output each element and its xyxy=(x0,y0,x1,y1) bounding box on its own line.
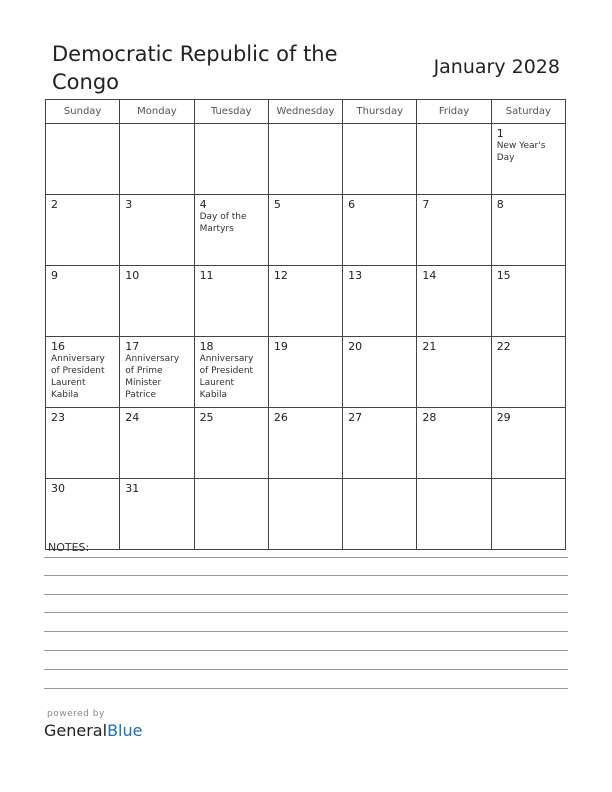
day-cell xyxy=(194,479,268,550)
holiday-event: Anniversary of President Laurent Kabila xyxy=(199,354,254,400)
day-cell xyxy=(343,124,417,195)
day-cell xyxy=(46,266,120,337)
day-cell xyxy=(46,195,120,266)
day-number: 4 xyxy=(199,198,207,211)
weekday-header-row xyxy=(46,100,566,124)
weekday-header: Sunday xyxy=(46,100,120,124)
day-cell xyxy=(120,479,194,550)
day-cell xyxy=(194,266,268,337)
note-line xyxy=(44,612,568,613)
calendar-grid xyxy=(45,99,566,550)
day-number: 10 xyxy=(125,269,140,282)
day-number: 6 xyxy=(348,198,356,211)
week-row xyxy=(46,124,566,195)
note-line xyxy=(44,594,568,595)
day-number: 22 xyxy=(496,340,511,353)
day-number: 25 xyxy=(199,411,214,424)
weekday-header: Monday xyxy=(120,100,194,124)
day-cell xyxy=(343,337,417,408)
note-line xyxy=(44,557,568,558)
day-number: 26 xyxy=(273,411,288,424)
day-cell xyxy=(268,337,342,408)
brand-general: General xyxy=(44,721,108,740)
holiday-event: New Year's Day xyxy=(496,141,546,163)
weekday-header: Friday xyxy=(417,100,491,124)
day-number: 27 xyxy=(348,411,363,424)
day-cell xyxy=(120,266,194,337)
month-title: January 2028 xyxy=(433,56,560,78)
holiday-event: Anniversary of President Laurent Kabila xyxy=(51,354,105,400)
day-number: 3 xyxy=(125,198,133,211)
day-number: 21 xyxy=(422,340,437,353)
weekday-header: Thursday xyxy=(343,100,417,124)
day-cell xyxy=(417,266,491,337)
day-cell xyxy=(417,479,491,550)
day-cell xyxy=(491,479,565,550)
day-number: 8 xyxy=(496,198,504,211)
day-cell xyxy=(343,195,417,266)
day-cell xyxy=(417,195,491,266)
day-number: 15 xyxy=(496,269,511,282)
day-cell xyxy=(194,337,268,408)
day-cell xyxy=(120,195,194,266)
day-cell xyxy=(343,266,417,337)
day-cell xyxy=(417,408,491,479)
brand-logo xyxy=(44,721,142,740)
day-cell xyxy=(194,195,268,266)
day-cell xyxy=(194,408,268,479)
day-number: 30 xyxy=(51,482,65,495)
day-cell xyxy=(268,124,342,195)
day-cell xyxy=(46,337,120,408)
week-row xyxy=(46,195,566,266)
day-number: 11 xyxy=(199,269,214,282)
note-line xyxy=(44,631,568,632)
day-number: 5 xyxy=(273,198,281,211)
week-row xyxy=(46,479,566,550)
day-number: 7 xyxy=(422,198,430,211)
day-cell xyxy=(268,479,342,550)
day-cell xyxy=(343,479,417,550)
week-row xyxy=(46,337,566,408)
day-cell xyxy=(120,124,194,195)
day-cell xyxy=(417,124,491,195)
day-cell xyxy=(268,195,342,266)
day-cell xyxy=(46,479,120,550)
day-number: 29 xyxy=(496,411,511,424)
day-number: 18 xyxy=(199,340,214,353)
note-line xyxy=(44,669,568,670)
day-number: 13 xyxy=(348,269,363,282)
weekday-header: Saturday xyxy=(491,100,565,124)
day-cell xyxy=(46,408,120,479)
powered-by-text: powered by xyxy=(47,709,105,719)
weekday-header: Wednesday xyxy=(268,100,342,124)
day-number: 17 xyxy=(125,340,140,353)
day-number: 1 xyxy=(496,127,504,140)
day-cell xyxy=(120,408,194,479)
day-cell xyxy=(491,266,565,337)
day-number: 14 xyxy=(422,269,437,282)
day-cell xyxy=(46,124,120,195)
day-cell xyxy=(343,408,417,479)
day-cell xyxy=(268,408,342,479)
day-number: 24 xyxy=(125,411,140,424)
holiday-event: Anniversary of Prime Minister Patrice xyxy=(125,354,180,400)
note-line xyxy=(44,688,568,689)
day-cell xyxy=(417,337,491,408)
day-cell xyxy=(491,337,565,408)
day-number: 16 xyxy=(51,340,65,353)
day-cell xyxy=(120,337,194,408)
day-number: 23 xyxy=(51,411,65,424)
day-number: 12 xyxy=(273,269,288,282)
day-cell xyxy=(268,266,342,337)
week-row xyxy=(46,408,566,479)
day-cell xyxy=(491,124,565,195)
note-line xyxy=(44,575,568,576)
day-number: 31 xyxy=(125,482,140,495)
notes-label: NOTES: xyxy=(48,541,90,554)
brand-blue: Blue xyxy=(107,721,143,740)
holiday-event: Day of the Martyrs xyxy=(199,212,247,234)
day-number: 9 xyxy=(51,269,58,282)
weekday-header: Tuesday xyxy=(194,100,268,124)
country-title: Democratic Republic of the Congo xyxy=(52,42,338,94)
day-number: 28 xyxy=(422,411,437,424)
day-cell xyxy=(491,408,565,479)
note-line xyxy=(44,650,568,651)
week-row xyxy=(46,266,566,337)
day-cell xyxy=(491,195,565,266)
day-cell xyxy=(194,124,268,195)
day-number: 19 xyxy=(273,340,288,353)
day-number: 20 xyxy=(348,340,363,353)
day-number: 2 xyxy=(51,198,58,211)
